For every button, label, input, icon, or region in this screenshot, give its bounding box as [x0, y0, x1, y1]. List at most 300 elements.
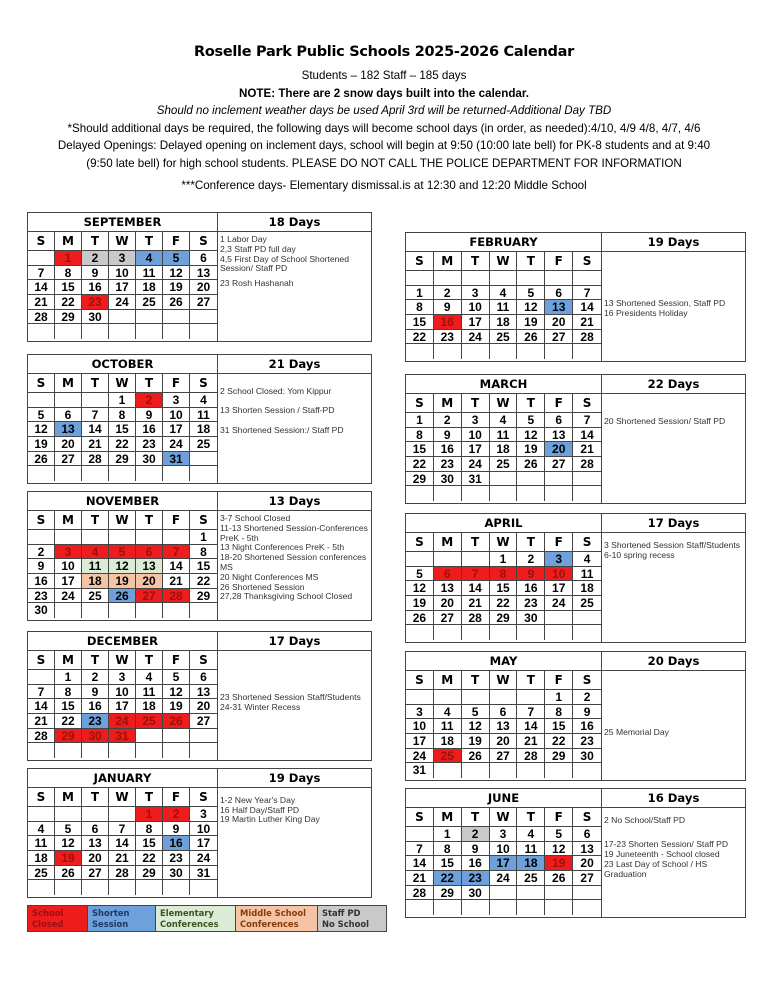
day-cell: 7	[406, 842, 434, 857]
month-june	[405, 788, 746, 918]
event-note: 23 Shortened Session Staff/Students	[220, 692, 361, 703]
weekday-header: T	[462, 533, 490, 552]
day-cell: 30	[82, 310, 109, 325]
day-cell: 4	[82, 545, 109, 560]
day-cell: 15	[109, 422, 136, 437]
day-cell: 20	[190, 280, 217, 295]
month-february	[405, 232, 746, 362]
empty-cell	[109, 880, 136, 895]
month-november	[27, 491, 372, 621]
day-cell: 20	[573, 856, 601, 871]
empty-cell	[82, 324, 109, 339]
day-cell: 17	[55, 574, 82, 589]
day-cell: 11	[434, 719, 462, 734]
weekday-header: W	[109, 374, 136, 393]
day-cell: 28	[573, 330, 601, 345]
day-cell: 28	[406, 886, 434, 901]
weekday-header: S	[190, 511, 217, 530]
event-notes	[602, 394, 745, 426]
empty-cell	[545, 886, 573, 901]
weekday-header: W	[490, 808, 518, 827]
day-cell: 21	[517, 734, 545, 749]
day-cell: 15	[406, 315, 434, 330]
weekday-header: T	[82, 651, 109, 670]
day-cell: 4	[190, 393, 217, 408]
day-cell: 9	[163, 822, 190, 837]
weekday-header: M	[55, 511, 82, 530]
day-cell: 1	[406, 413, 434, 428]
day-cell: 18	[490, 442, 518, 457]
day-cell: 17	[163, 422, 190, 437]
day-cell: 14	[28, 699, 55, 714]
weekday-header: M	[55, 374, 82, 393]
empty-cell	[490, 886, 518, 901]
weekday-header: M	[434, 533, 462, 552]
day-cell: 11	[517, 842, 545, 857]
day-cell: 10	[109, 685, 136, 700]
day-cell: 21	[28, 714, 55, 729]
day-cell: 15	[190, 559, 217, 574]
day-cell: 13	[136, 559, 163, 574]
legend-label-line-2: Closed	[32, 919, 64, 929]
day-cell: 10	[109, 266, 136, 281]
day-cell: 9	[462, 842, 490, 857]
weekday-header: T	[462, 252, 490, 271]
day-cell: 17	[109, 280, 136, 295]
month-name: OCTOBER	[28, 355, 217, 374]
event-notes	[602, 252, 745, 319]
day-cell: 9	[434, 428, 462, 443]
empty-cell	[136, 880, 163, 895]
day-cell: 12	[406, 581, 434, 596]
empty-cell	[573, 886, 601, 901]
day-cell: 5	[28, 408, 55, 423]
empty-cell	[517, 486, 545, 501]
month-notes-panel	[218, 213, 371, 341]
day-cell: 17	[406, 734, 434, 749]
day-cell: 18	[573, 581, 601, 596]
legend-label-line-1: Staff PD	[322, 908, 361, 918]
day-cell: 5	[545, 827, 573, 842]
day-cell: 2	[573, 690, 601, 705]
empty-cell	[490, 900, 518, 915]
weekday-header: T	[517, 533, 545, 552]
empty-cell	[136, 466, 163, 481]
legend-label-line-2: No School	[322, 919, 370, 929]
event-note: 20 Night Conferences MS	[220, 571, 319, 582]
day-cell: 17	[462, 442, 490, 457]
month-grid	[28, 355, 218, 483]
event-note: 23 Rosh Hashanah	[220, 278, 294, 289]
day-cell: 6	[573, 827, 601, 842]
weekday-header: T	[136, 651, 163, 670]
day-cell: 19	[406, 596, 434, 611]
weekday-header: W	[109, 232, 136, 251]
weekday-header: T	[82, 232, 109, 251]
event-note: 26 Shortened Session	[220, 581, 305, 592]
day-cell: 1	[136, 807, 163, 822]
event-note: 3-7 School Closed	[220, 513, 291, 523]
day-cell: 25	[136, 295, 163, 310]
day-cell: 27	[573, 871, 601, 886]
event-note: 17-23 Shorten Session/ Staff PD	[604, 839, 729, 850]
empty-cell	[136, 310, 163, 325]
day-cell: 14	[163, 559, 190, 574]
empty-cell	[55, 880, 82, 895]
day-cell: 16	[28, 574, 55, 589]
weekday-header: T	[462, 394, 490, 413]
day-cell: 7	[163, 545, 190, 560]
day-cell: 14	[109, 836, 136, 851]
weekday-header: F	[163, 374, 190, 393]
empty-cell	[136, 743, 163, 758]
day-cell: 18	[517, 856, 545, 871]
empty-cell	[517, 690, 545, 705]
legend-label-line-1: Middle School	[240, 908, 306, 918]
empty-cell	[109, 310, 136, 325]
day-cell: 31	[109, 729, 136, 744]
day-cell: 3	[545, 552, 573, 567]
month-notes-panel	[602, 233, 745, 361]
day-cell: 27	[55, 452, 82, 467]
day-cell: 10	[490, 842, 518, 857]
day-cell: 7	[82, 408, 109, 423]
empty-cell	[434, 900, 462, 915]
empty-cell	[136, 729, 163, 744]
day-cell: 16	[462, 856, 490, 871]
day-cell: 31	[462, 472, 490, 487]
legend-item-ms	[236, 906, 318, 931]
month-name: DECEMBER	[28, 632, 217, 651]
school-days-count: 19 Days	[602, 233, 745, 252]
day-cell: 28	[82, 452, 109, 467]
weekday-header: S	[190, 788, 217, 807]
empty-cell	[434, 344, 462, 359]
day-cell: 8	[490, 567, 518, 582]
empty-cell	[573, 344, 601, 359]
day-cell: 6	[545, 286, 573, 301]
weekday-header: S	[28, 788, 55, 807]
day-cell: 20	[545, 315, 573, 330]
day-cell: 8	[136, 822, 163, 837]
day-cell: 13	[573, 842, 601, 857]
empty-cell	[28, 807, 55, 822]
day-cell: 24	[462, 330, 490, 345]
empty-cell	[545, 625, 573, 640]
school-days-count: 16 Days	[602, 789, 745, 808]
empty-cell	[55, 807, 82, 822]
day-cell: 18	[490, 315, 518, 330]
day-cell: 22	[109, 437, 136, 452]
day-cell: 26	[163, 714, 190, 729]
day-cell: 3	[462, 413, 490, 428]
month-march	[405, 374, 746, 504]
empty-cell	[517, 625, 545, 640]
empty-cell	[190, 880, 217, 895]
school-days-count: 21 Days	[218, 355, 371, 374]
empty-cell	[82, 743, 109, 758]
day-cell: 1	[490, 552, 518, 567]
day-cell: 18	[28, 851, 55, 866]
month-notes-panel	[602, 514, 745, 642]
event-notes	[218, 788, 371, 825]
day-cell: 3	[490, 827, 518, 842]
day-cell: 13	[545, 428, 573, 443]
day-cell: 28	[163, 589, 190, 604]
day-cell: 27	[434, 611, 462, 626]
weekday-header: T	[462, 671, 490, 690]
empty-cell	[545, 472, 573, 487]
day-cell: 20	[434, 596, 462, 611]
day-cell: 4	[136, 670, 163, 685]
day-cell: 5	[462, 705, 490, 720]
empty-cell	[55, 393, 82, 408]
day-cell: 23	[434, 330, 462, 345]
day-cell: 20	[136, 574, 163, 589]
month-name: NOVEMBER	[28, 492, 217, 511]
day-cell: 26	[517, 330, 545, 345]
event-note: 1-2 New Year's Day	[220, 794, 296, 805]
empty-cell	[545, 344, 573, 359]
event-note: 25 Memorial Day	[604, 726, 669, 737]
weekday-header: S	[406, 671, 434, 690]
day-cell: 25	[573, 596, 601, 611]
day-cell: 25	[82, 589, 109, 604]
empty-cell	[190, 324, 217, 339]
month-january	[27, 768, 372, 898]
empty-cell	[190, 603, 217, 618]
day-cell: 14	[28, 280, 55, 295]
event-notes	[602, 671, 745, 738]
day-cell: 24	[55, 589, 82, 604]
day-cell: 17	[109, 699, 136, 714]
day-cell: 6	[55, 408, 82, 423]
empty-cell	[490, 472, 518, 487]
empty-cell	[82, 880, 109, 895]
month-grid	[28, 492, 218, 620]
day-cell: 5	[517, 413, 545, 428]
event-note: 2 No School/Staff PD	[604, 814, 686, 825]
day-cell: 30	[434, 472, 462, 487]
day-cell: 3	[462, 286, 490, 301]
day-cell: 7	[573, 286, 601, 301]
day-cell: 21	[82, 437, 109, 452]
month-name: APRIL	[406, 514, 601, 533]
weekday-header: F	[545, 533, 573, 552]
day-cell: 8	[406, 300, 434, 315]
day-cell: 7	[462, 567, 490, 582]
school-days-count: 19 Days	[218, 769, 371, 788]
event-note: 2 School Closed: Yom Kippur	[220, 385, 332, 396]
empty-cell	[136, 324, 163, 339]
empty-cell	[28, 393, 55, 408]
day-cell: 11	[28, 836, 55, 851]
page-title: Roselle Park Public Schools 2025-2026 Calendar	[194, 44, 574, 60]
weekday-header: S	[28, 374, 55, 393]
day-cell: 1	[545, 690, 573, 705]
day-cell: 23	[462, 871, 490, 886]
day-cell: 12	[163, 266, 190, 281]
event-notes	[602, 808, 745, 880]
day-cell: 30	[82, 729, 109, 744]
day-cell: 24	[545, 596, 573, 611]
day-cell: 31	[190, 866, 217, 881]
empty-cell	[109, 603, 136, 618]
month-notes-panel	[218, 769, 371, 897]
weekday-header: T	[82, 374, 109, 393]
empty-cell	[573, 271, 601, 286]
empty-cell	[163, 743, 190, 758]
empty-cell	[517, 344, 545, 359]
day-cell: 9	[82, 685, 109, 700]
month-grid	[406, 375, 602, 503]
day-cell: 30	[28, 603, 55, 618]
inclement-weather-note: Should no inclement weather days be used April 3rd will be returned-Additional Day TBD	[156, 104, 612, 117]
day-cell: 19	[517, 442, 545, 457]
day-cell: 28	[28, 729, 55, 744]
empty-cell	[190, 729, 217, 744]
school-days-count: 17 Days	[218, 632, 371, 651]
empty-cell	[109, 743, 136, 758]
day-cell: 28	[573, 457, 601, 472]
day-cell: 25	[517, 871, 545, 886]
day-cell: 18	[82, 574, 109, 589]
empty-cell	[55, 603, 82, 618]
empty-cell	[190, 743, 217, 758]
weekday-header: F	[545, 252, 573, 271]
day-cell: 12	[163, 685, 190, 700]
event-note: 3 Shortened Session Staff/Students	[604, 539, 741, 550]
month-name: MAY	[406, 652, 601, 671]
empty-cell	[28, 466, 55, 481]
day-cell: 2	[28, 545, 55, 560]
month-notes-panel	[218, 355, 371, 483]
empty-cell	[462, 690, 490, 705]
day-cell: 26	[163, 295, 190, 310]
empty-cell	[462, 271, 490, 286]
legend-label-line-1: School	[32, 908, 64, 918]
day-cell: 2	[163, 807, 190, 822]
day-cell: 30	[573, 749, 601, 764]
day-cell: 28	[109, 866, 136, 881]
event-note: 18-20 Shortened Session conferences MS	[220, 552, 367, 572]
empty-cell	[28, 251, 55, 266]
empty-cell	[109, 807, 136, 822]
empty-cell	[406, 900, 434, 915]
day-cell: 31	[163, 452, 190, 467]
day-cell: 25	[136, 714, 163, 729]
day-cell: 11	[490, 428, 518, 443]
color-legend	[27, 905, 387, 932]
weekday-header: F	[545, 671, 573, 690]
empty-cell	[434, 486, 462, 501]
day-cell: 27	[82, 866, 109, 881]
day-cell: 20	[490, 734, 518, 749]
day-cell: 15	[490, 581, 518, 596]
day-cell: 9	[573, 705, 601, 720]
weekday-header: W	[490, 533, 518, 552]
day-cell: 14	[406, 856, 434, 871]
empty-cell	[490, 690, 518, 705]
empty-cell	[545, 611, 573, 626]
event-note: 13 Night Conferences PreK - 5th	[220, 542, 345, 553]
day-cell: 6	[545, 413, 573, 428]
day-cell: 22	[406, 457, 434, 472]
month-notes-panel	[602, 375, 745, 503]
day-cell: 2	[82, 670, 109, 685]
day-cell: 22	[490, 596, 518, 611]
day-cell: 25	[490, 330, 518, 345]
day-cell: 13	[490, 719, 518, 734]
day-cell: 10	[462, 300, 490, 315]
empty-cell	[55, 466, 82, 481]
day-cell: 16	[517, 581, 545, 596]
weekday-header: S	[573, 671, 601, 690]
day-cell: 27	[136, 589, 163, 604]
weekday-header: F	[163, 651, 190, 670]
weekday-header: S	[28, 651, 55, 670]
weekday-header: S	[190, 374, 217, 393]
day-cell: 1	[434, 827, 462, 842]
day-cell: 1	[55, 670, 82, 685]
event-note: 1 Labor Day	[220, 234, 267, 244]
empty-cell	[28, 324, 55, 339]
day-cell: 29	[545, 749, 573, 764]
empty-cell	[82, 530, 109, 545]
empty-cell	[190, 466, 217, 481]
day-cell: 25	[434, 749, 462, 764]
empty-cell	[406, 552, 434, 567]
empty-cell	[109, 466, 136, 481]
day-cell: 27	[545, 457, 573, 472]
day-cell: 6	[434, 567, 462, 582]
day-cell: 7	[28, 685, 55, 700]
day-cell: 6	[136, 545, 163, 560]
empty-cell	[28, 670, 55, 685]
empty-cell	[490, 344, 518, 359]
empty-cell	[462, 344, 490, 359]
empty-cell	[82, 603, 109, 618]
delayed-openings-line-2: (9:50 late bell) for high school students. PLEASE DO NOT CALL THE POLICE DEPARTMENT FOR INFORMATION	[86, 156, 682, 170]
day-cell: 17	[190, 836, 217, 851]
empty-cell	[490, 486, 518, 501]
empty-cell	[55, 743, 82, 758]
day-cell: 21	[573, 315, 601, 330]
day-cell: 19	[163, 280, 190, 295]
event-note: 16 Presidents Holiday	[604, 307, 688, 318]
day-cell: 21	[109, 851, 136, 866]
empty-cell	[434, 763, 462, 778]
day-cell: 19	[517, 315, 545, 330]
empty-cell	[406, 344, 434, 359]
day-cell: 3	[190, 807, 217, 822]
day-cell: 29	[55, 310, 82, 325]
month-name: MARCH	[406, 375, 601, 394]
day-cell: 12	[545, 842, 573, 857]
empty-cell	[517, 886, 545, 901]
day-cell: 22	[55, 714, 82, 729]
empty-cell	[163, 729, 190, 744]
legend-label-line-2: Conferences	[160, 919, 219, 929]
month-name: JANUARY	[28, 769, 217, 788]
school-days-count: 22 Days	[602, 375, 745, 394]
month-grid	[406, 652, 602, 780]
day-cell: 20	[55, 437, 82, 452]
empty-cell	[109, 530, 136, 545]
month-notes-panel	[602, 789, 745, 917]
day-cell: 4	[434, 705, 462, 720]
empty-cell	[545, 486, 573, 501]
